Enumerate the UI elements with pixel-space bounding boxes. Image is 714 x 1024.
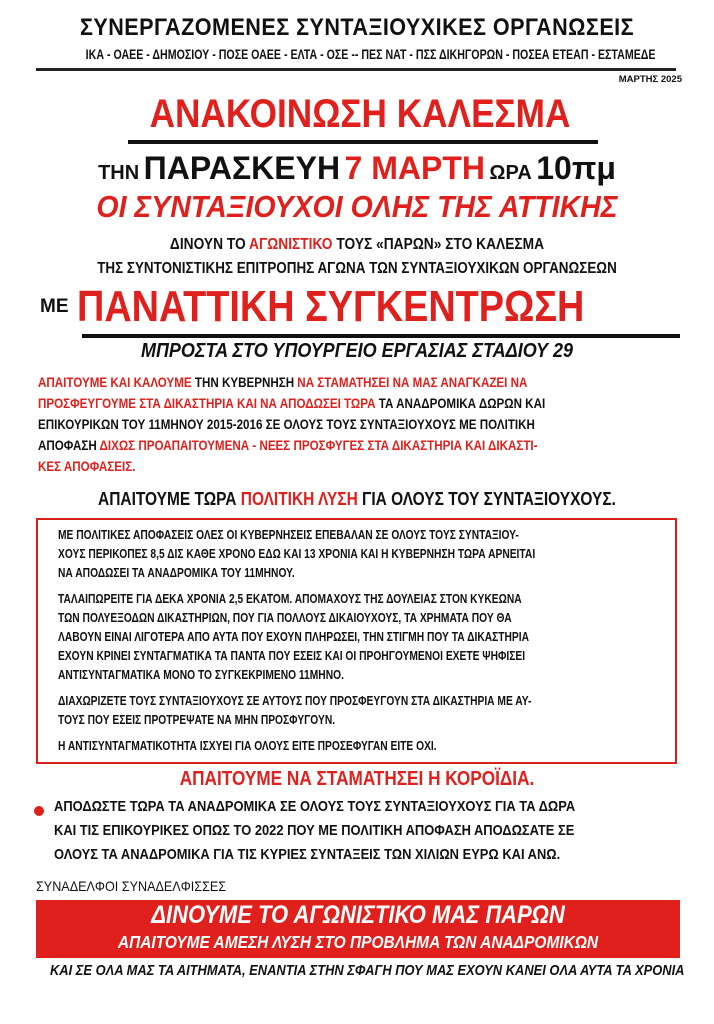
box-p2-line-4: ΕΧΟΥΝ ΚΡΙΝΕΙ ΣΥΝΤΑΓΜΑΤΙΚΑ ΤΑ ΠΑΝΤΑ ΠΟΥ ΕΣΕΙΣ ΚΑΙ ΟΙ ΠΡΟΗΓΟΥΜΕΝΟΙ ΕΧΕΤΕ ΨΗΦΙΣΕΙ: [58, 649, 526, 663]
line1-part-c: ΤΟΥΣ «ΠΑΡΩΝ» ΣΤΟ ΚΑΛΕΣΜΑ: [332, 236, 545, 253]
line1-part-a: ΔΙΝΟΥΝ ΤΟ: [169, 236, 250, 253]
bullet-line-2: ΚΑΙ ΤΙΣ ΕΠΙΚΟΥΡΙΚΕΣ ΟΠΩΣ ΤΟ 2022 ΠΟΥ ΜΕ ΠΟΛΙΤΙΚΗ ΑΠΟΦΑΣΗ ΑΠΟΔΩΣΑΤΕ ΣΕ: [54, 822, 575, 839]
dateline-date: 7 ΜΑΡΤΗ: [344, 150, 485, 186]
rally-heading: [40, 282, 690, 332]
box-p2-line-1: ΤΑΛΑΙΠΩΡΕΙΤΕ ΓΙΑ ΔΕΚΑ ΧΡΟΝΙΑ 2,5 ΕΚΑΤΟΜ. ΑΠΟΜΑΧΟΥΣ ΤΗΣ ΔΟΥΛΕΙΑΣ ΣΤΟΝ ΚΥΚΕΩΝΑ: [58, 592, 522, 606]
political-part-c: ΓΙΑ ΟΛΟΥΣ ΤΟΥ ΣΥΝΤΑΞΙΟΥΧΟΥΣ.: [357, 489, 616, 509]
demand-l1b: ΤΗΝ ΚΥΒΕΡΝΗΣΗ: [191, 375, 298, 390]
demand-l2b: ΤΑ ΑΝΑΔΡΟΜΙΚΑ ΔΩΡΩΝ ΚΑΙ: [375, 396, 546, 411]
demand-l1a: ΑΠΑΙΤΟΥΜΕ ΚΑΙ ΚΑΛΟΥΜΕ: [38, 375, 192, 390]
dateline-prefix: ΤΗΝ: [98, 162, 140, 184]
footer-line: ΚΑΙ ΣΕ ΟΛΑ ΜΑΣ ΤΑ ΑΙΤΗΜΑΤΑ, ΕΝΑΝΤΙΑ ΣΤΗΝ ΣΦΑΓΗ ΠΟΥ ΜΑΣ ΕΧΟΥΝ ΚΑΝΕΙ ΟΛΑ ΑΥΤΑ ΤΑ ΧΡΟΝΙΑ: [49, 962, 685, 979]
demand-line-2: [38, 393, 597, 414]
header-title: ΣΥΝΕΡΓΑΖΟΜΕΝΕΣ ΣΥΝΤΑΞΙΟΥΧΙΚΕΣ ΟΡΓΑΝΩΣΕΙΣ: [79, 14, 635, 41]
dateline-time: 10πμ: [536, 150, 616, 186]
demand-l4b: ΔΙΧΩΣ ΠΡΟΑΠΑΙΤΟΥΜΕΝΑ - ΝΕΕΣ ΠΡΟΣΦΥΓΕΣ ΣΤΑ ΔΙΚΑΣΤΗΡΙΑ ΚΑΙ ΔΙΚΑΣΤΙ-: [99, 438, 538, 453]
political-solution-line: [50, 489, 664, 510]
committee-line: ΤΗΣ ΣΥΝΤΟΝΙΣΤΙΚΗΣ ΕΠΙΤΡΟΠΗΣ ΑΓΩΝΑ ΤΩΝ ΣΥΝΤΑΞΙΟΥΧΙΚΩΝ ΟΡΓΑΝΩΣΕΩΝ: [97, 260, 617, 277]
political-part-b: ΠΟΛΙΤΙΚΗ ΛΥΣΗ: [240, 489, 358, 509]
box-p1-line-1: ΜΕ ΠΟΛΙΤΙΚΕΣ ΑΠΟΦΑΣΕΙΣ ΟΛΕΣ ΟΙ ΚΥΒΕΡΝΗΣΕΙΣ ΕΠΕΒΑΛΑΝ ΣΕ ΟΛΟΥΣ ΤΟΥΣ ΣΥΝΤΑΞΙΟΥ-: [58, 528, 519, 542]
box-p2-line-3: ΛΑΒΟΥΝ ΕΙΝΑΙ ΛΙΓΟΤΕΡΑ ΑΠΟ ΑΥΤΑ ΠΟΥ ΕΧΟΥΝ ΠΛΗΡΩΣΕΙ, ΤΗΝ ΣΤΙΓΜΗ ΠΟΥ ΤΑ ΔΙΚΑΣΤΗΡΙΑ: [58, 630, 530, 644]
attica-headline: ΟΙ ΣΥΝΤΑΞΙΟΥΧΟΙ ΟΛΗΣ ΤΗΣ ΑΤΤΙΚΗΣ: [96, 189, 618, 224]
demand-line-1: [38, 372, 597, 393]
dateline: [0, 150, 714, 187]
banner-line-2: ΑΠΑΙΤΟΥΜΕ ΑΜΕΣΗ ΛΥΣΗ ΣΤΟ ΠΡΟΒΛΗΜΑ ΤΩΝ ΑΝΑΔΡΟΜΙΚΩΝ: [117, 932, 599, 952]
demand-paragraph: [38, 372, 688, 477]
demand-l1c: ΝΑ ΣΤΑΜΑΤΗΣΕΙ ΝΑ ΜΑΣ ΑΝΑΓΚΑΖΕΙ ΝΑ: [297, 375, 528, 390]
header-orgs: ΙΚΑ - ΟΑΕΕ - ΔΗΜΟΣΙΟΥ - ΠΟΣΕ ΟΑΕΕ - ΕΛΤΑ - ΟΣΕ -- ΠΕΣ ΝΑΤ - ΠΣΣ ΔΙΚΗΓΟΡΩΝ - ΠΟΣΕΑ ΕΤΕΑΠ - ΕΣΤΑΜΕΔΕ: [85, 46, 656, 62]
box-p1-line-2: ΧΟΥΣ ΠΕΡΙΚΟΠΕΣ 8,5 ΔΙΣ ΚΑΘΕ ΧΡΟΝΟ ΕΔΩ ΚΑΙ 13 ΧΡΟΝΙΑ ΚΑΙ Η ΚΥΒΕΡΝΗΣΗ ΤΩΡΑ ΑΡΝΕΙΤΑΙ: [58, 547, 536, 561]
announcement-underline: [128, 140, 598, 144]
dateline-time-word: ΩΡΑ: [489, 162, 532, 184]
bullet-line-1: ΑΠΟΔΩΣΤΕ ΤΩΡΑ ΤΑ ΑΝΑΔΡΟΜΙΚΑ ΣΕ ΟΛΟΥΣ ΤΟΥΣ ΣΥΝΤΑΞΙΟΥΧΟΥΣ ΓΙΑ ΤΑ ΔΩΡΑ: [54, 798, 576, 815]
info-box: [36, 518, 677, 764]
box-p2-line-2: ΤΩΝ ΠΟΛΥΕΞΟΔΩΝ ΔΙΚΑΣΤΗΡΙΩΝ, ΠΟΥ ΓΙΑ ΠΟΛΛΟΥΣ ΔΙΚΑΙΟΥΧΟΥΣ, ΤΑ ΧΡΗΜΑΤΑ ΠΟΥ ΘΑ: [58, 611, 512, 625]
political-part-a: ΑΠΑΙΤΟΥΜΕ ΤΩΡΑ: [98, 489, 241, 509]
bullet-line-3: ΟΛΟΥΣ ΤΑ ΑΝΑΔΡΟΜΙΚΑ ΓΙΑ ΤΙΣ ΚΥΡΙΕΣ ΣΥΝΤΑΞΕΙΣ ΤΩΝ ΧΙΛΙΩΝ ΕΥΡΩ ΚΑΙ ΑΝΩ.: [54, 846, 561, 863]
rally-title: ΠΑΝΑΤΤΙΚΗ ΣΥΓΚΕΝΤΡΩΣΗ: [76, 282, 584, 331]
header-date: ΜΑΡΤΗΣ 2025: [618, 74, 682, 85]
box-p4-line-1: Η ΑΝΤΙΣΥΝΤΑΓΜΑΤΙΚΟΤΗΤΑ ΙΣΧΥΕΙ ΓΙΑ ΟΛΟΥΣ ΕΙΤΕ ΠΡΟΣΕΦΥΓΑΝ ΕΙΤΕ ΟΧΙ.: [58, 739, 437, 753]
colleagues-salutation: ΣΥΝΑΔΕΛΦΟΙ ΣΥΝΑΔΕΛΦΙΣΣΕΣ: [36, 878, 227, 894]
bullet-dot-icon: [34, 806, 44, 816]
demand-line-4: [38, 435, 597, 456]
announcement-title: ΑΝΑΚΟΙΝΩΣΗ ΚΑΛΕΣΜΑ: [149, 92, 571, 136]
stop-mockery-heading: ΑΠΑΙΤΟΥΜΕ ΝΑ ΣΤΑΜΑΤΗΣΕΙ Η ΚΟΡΟΪΔΙΑ.: [179, 768, 535, 790]
box-p3-line-2: ΤΟΥΣ ΠΟΥ ΕΣΕΙΣ ΠΡΟΤΡΕΨΑΤΕ ΝΑ ΜΗΝ ΠΡΟΣΦΥΓΟΥΝ.: [58, 713, 336, 727]
header-divider: [36, 68, 676, 71]
demand-l4a: ΑΠΟΦΑΣΗ: [38, 438, 100, 453]
box-p2-line-5: ΑΝΤΙΣΥΝΤΑΓΜΑΤΙΚΑ ΜΟΝΟ ΤΟ ΣΥΓΚΕΚΡΙΜΕΝΟ 11ΜΗΝΟ.: [58, 668, 344, 682]
demand-l2a: ΠΡΟΣΦΕΥΓΟΥΜΕ ΣΤΑ ΔΙΚΑΣΤΗΡΙΑ ΚΑΙ ΝΑ ΑΠΟΔΩΣΕΙ ΤΩΡΑ: [38, 396, 376, 411]
rally-location: ΜΠΡΟΣΤΑ ΣΤΟ ΥΠΟΥΡΓΕΙΟ ΕΡΓΑΣΙΑΣ ΣΤΑΔΙΟΥ 29: [140, 340, 574, 362]
give-presence-line: [50, 236, 664, 254]
demand-line-3: ΕΠΙΚΟΥΡΙΚΩΝ ΤΟΥ 11ΜΗΝΟΥ 2015-2016 ΣΕ ΟΛΟΥΣ ΤΟΥΣ ΣΥΝΤΑΞΙΟΥΧΟΥΣ ΜΕ ΠΟΛΙΤΙΚΗ: [38, 417, 535, 432]
line1-part-b: ΑΓΩΝΙΣΤΙΚΟ: [249, 236, 333, 253]
rally-prefix: ΜΕ: [40, 296, 69, 317]
red-banner: [36, 900, 680, 958]
dateline-day: ΠΑΡΑΣΚΕΥΗ: [143, 150, 341, 186]
demand-line-5: ΚΕΣ ΑΠΟΦΑΣΕΙΣ.: [38, 459, 136, 474]
box-p3-line-1: ΔΙΑΧΩΡΙΖΕΤΕ ΤΟΥΣ ΣΥΝΤΑΞΙΟΥΧΟΥΣ ΣΕ ΑΥΤΟΥΣ ΠΟΥ ΠΡΟΣΦΕΥΓΟΥΝ ΣΤΑ ΔΙΚΑΣΤΗΡΙΑ ΜΕ ΑΥ-: [58, 694, 532, 708]
rally-underline: [82, 334, 680, 338]
box-p1-line-3: ΝΑ ΑΠΟΔΩΣΕΙ ΤΑ ΑΝΑΔΡΟΜΙΚΑ ΤΟΥ 11ΜΗΝΟΥ.: [58, 566, 295, 580]
banner-line-1: ΔΙΝΟΥΜΕ ΤΟ ΑΓΩΝΙΣΤΙΚΟ ΜΑΣ ΠΑΡΩΝ: [151, 901, 565, 929]
